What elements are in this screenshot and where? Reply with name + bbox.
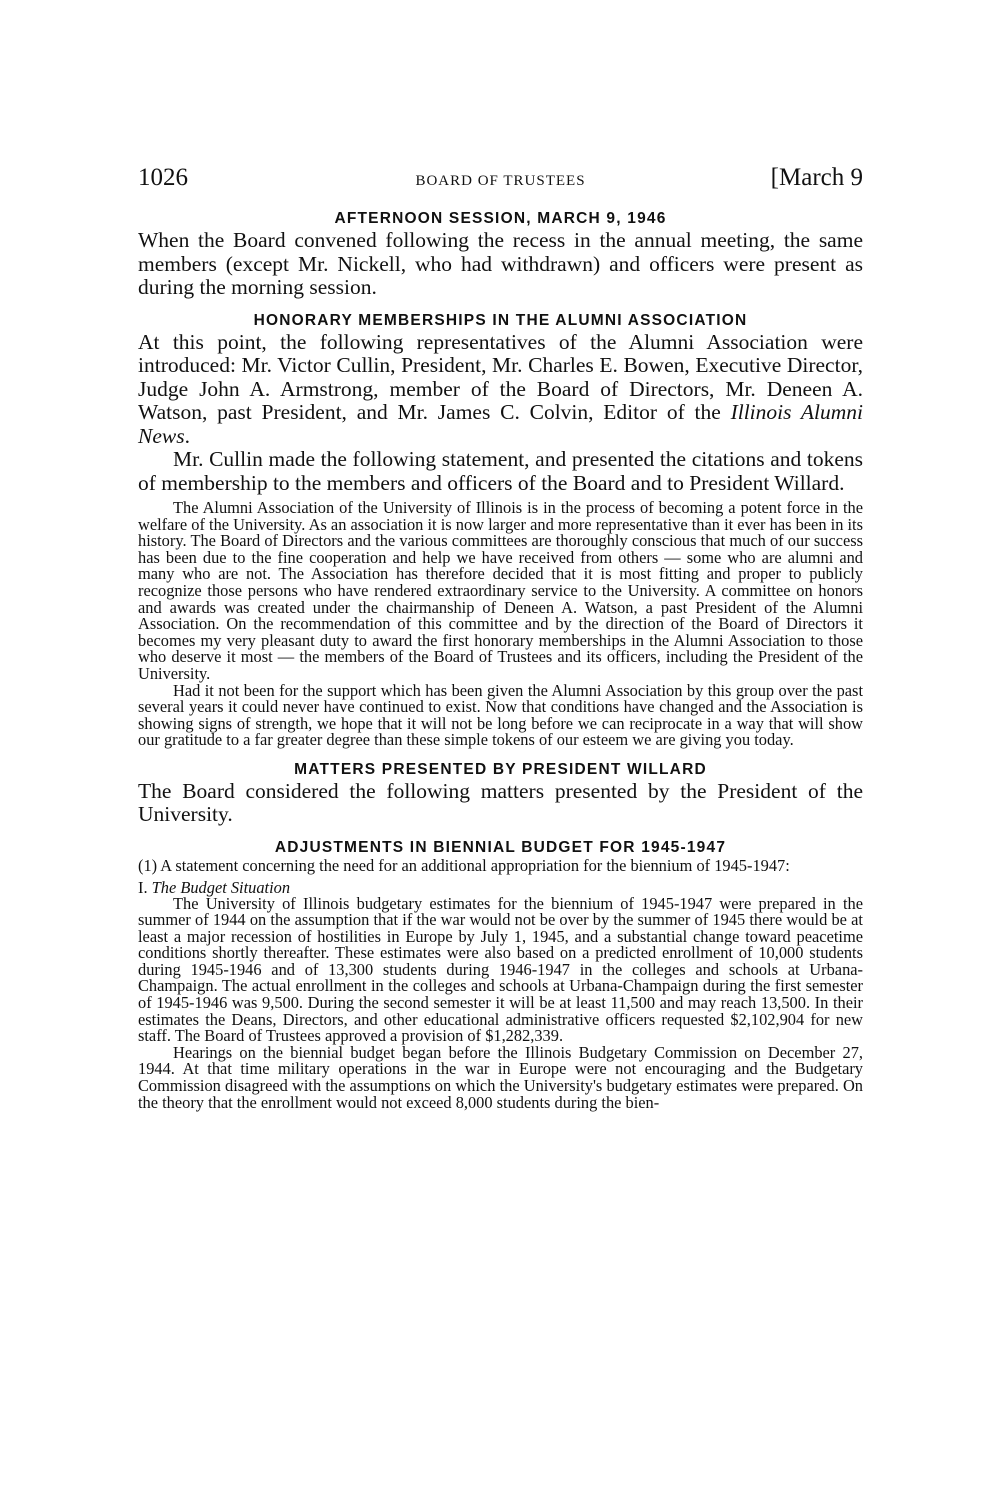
budget-situation-paragraph-2: Hearings on the biennial budget began before the Illinois Budgetary Commission on December 27, 1944. At that time military operations in the war in Europe were not encouraging and the Budgetary Commission disagreed with the assumptions on which the University's budgetary estimates were prepared. On the theory that the enrollment would not exceed 8,000 students during the bien-	[138, 1042, 863, 1112]
publication-title: Illinois Alumni News	[138, 400, 864, 448]
page-number: 1026	[138, 164, 188, 191]
budget-situation-paragraph-1: The University of Illinois budgetary estimates for the biennium of 1945-1947 were prepared in the summer of 1944 on the assumption that if the war would not be over by the summer of 1945 there would be at least a major recession of hostilities in Europe by July 1, 1945, and a substantial change toward peacetime conditions shortly thereafter. These estimates were also based on a predicted enrollment of 10,000 students during 1945-1946 and of 13,300 students during 1946-1947 in the colleges and schools at Urbana-Champaign. The actual enrollment in the colleges and schools at Urbana-Champaign during the first semester of 1945-1946 was 9,500. During the second semester it will be at least 11,500 and may reach 13,500. In their estimates the Deans, Directors, and other educational administrative officers requested $2,102,904 for new staff. The Board of Trustees approved a provision of $1,282,339.	[138, 893, 863, 1046]
cullin-statement-intro: Mr. Cullin made the following statement, and presented the citations and tokens of membership to the members and officers of the Board and to President Willard.	[138, 447, 863, 495]
budget-situation-subheading	[138, 879, 863, 896]
cullin-statement-paragraph-1: The Alumni Association of the University of Illinois is in the process of becoming a potent force in the welfare of the University. As an association it is now larger and more representative than it ever has been in its history. The Board of Directors and the various committees are thoroughly conscious that much of our success has been due to the fine cooperation and help we have received from others — some who are alumni and many who are not. The Association has therefore decided that it is most fitting and proper to publicly recognize those persons who have rendered extraordinary service to the University. A committee on honors and awards was created under the chairmanship of Deneen A. Watson, a past President of the Alumni Association. On the recommendation of this committee and by the direction of the Board of Directors it becomes my very pleasant duty to award the first honorary memberships in the Alumni Association to those who deserve it most — the members of the Board of Trustees and its officers, including the President of the University.	[138, 498, 863, 683]
biennial-budget-heading: ADJUSTMENTS IN BIENNIAL BUDGET FOR 1945-1947	[274, 838, 727, 856]
running-head-title: BOARD OF TRUSTEES	[415, 173, 586, 189]
running-head-date: [March 9	[770, 164, 863, 191]
running-head	[138, 160, 863, 196]
representatives-text-end: .	[184, 423, 190, 448]
honorary-memberships-heading: HONORARY MEMBERSHIPS IN THE ALUMNI ASSOCIATION	[253, 311, 748, 329]
representatives-paragraph	[138, 331, 863, 449]
afternoon-session-paragraph: When the Board convened following the recess in the annual meeting, the same members (except Mr. Nickell, who had withdrawn) and officers were present as during the morning session.	[138, 228, 863, 299]
cullin-statement-paragraph-2: Had it not been for the support which has been given the Alumni Association by this group over the past several years it could never have continued to exist. Now that conditions have changed and the Association is showing signs of strength, we hope that it will not be long before we can reciprocate in a way that will show our gratitude to a far greater degree than these simple tokens of our esteem we are giving you today.	[138, 680, 863, 750]
matters-presented-heading: MATTERS PRESENTED BY PRESIDENT WILLARD	[294, 760, 707, 778]
subheading-number: I.	[138, 877, 152, 897]
matters-presented-paragraph: The Board considered the following matters presented by the President of the University.	[138, 778, 863, 827]
afternoon-session-heading: AFTERNOON SESSION, MARCH 9, 1946	[334, 210, 667, 227]
subheading-title: The Budget Situation	[151, 877, 291, 897]
document-page	[138, 160, 863, 1111]
representatives-text: At this point, the following representatives of the Alumni Association were introduced: Mr. Victor Cullin, President, Mr. Charles E. Bowen, Executive Director, Judge John A. Armstrong, member of the Board of Directors, Mr. Deneen A. Watson, past President, and Mr. James C. Colvin, Editor of the	[138, 329, 863, 424]
appropriation-statement: (1) A statement concerning the need for an additional appropriation for the biennium of 1945-1947:	[138, 855, 790, 875]
